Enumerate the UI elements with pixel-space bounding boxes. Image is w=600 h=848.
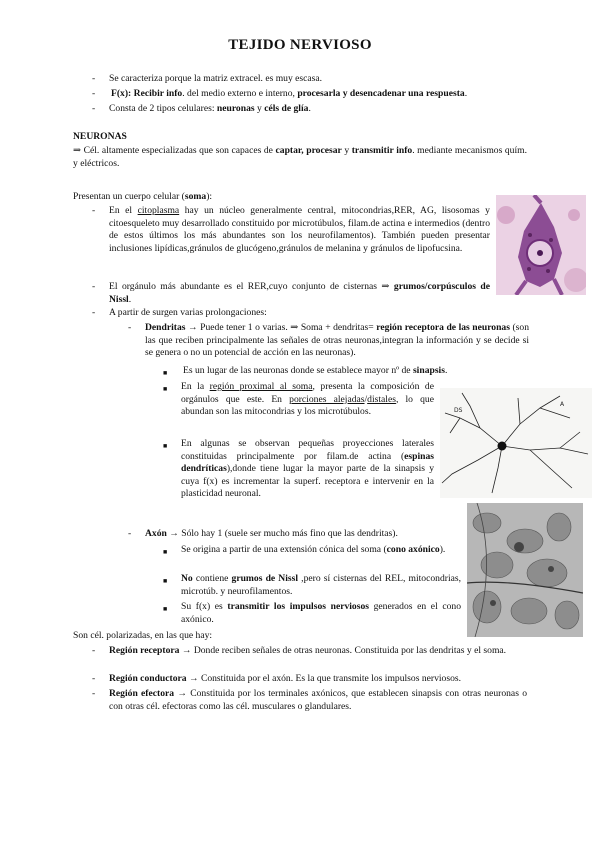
bullet-dash: - (92, 205, 96, 216)
neuron-soma-micrograph (496, 195, 586, 295)
neuronas-definition: ⇒ Cél. altamente especializadas que son capaces de captar, procesar y transmitir info. mediante mecanismos quím. y eléctricos. (73, 145, 527, 169)
square-bullet: ■ (163, 442, 168, 450)
intro-bullet-1: Se caracteriza porque la matriz extracel. es muy escasa. (109, 73, 323, 84)
bullet-dash: - (92, 307, 96, 318)
axon-sub-3: Su f(x) es transmitir los impulsos nerviosos generados en el cono axónico. (181, 601, 461, 625)
soma-intro: Presentan un cuerpo celular (soma): (73, 191, 213, 202)
soma-bullet-rer: El orgánulo más abundante es el RER,cuyo conjunto de cisternas ⇒ grumos/corpúsculos de Nissl. (109, 281, 490, 305)
page-title: TEJIDO NERVIOSO (228, 37, 372, 53)
dendritas-item: Dendritas → Puede tener 1 o varias. ⇒ Soma + dendritas= región receptora de las neuronas (son las que reciben principalmente las señales de otras neuronas,integran la información y se decide si se genera o no un potencial de acción en las neuronas). (145, 322, 530, 359)
bullet-dash: - (92, 688, 96, 699)
figure-label-ds: DS (454, 407, 463, 414)
region-receptora: Región receptora → Donde reciben señales de otras neuronas. Constituida por las dendritas y el soma. (109, 645, 507, 656)
dendrites-image (440, 388, 592, 498)
square-bullet: ■ (163, 369, 168, 377)
square-bullet: ■ (163, 548, 168, 556)
axon-item: Axón → Sólo hay 1 (suele ser mucho más fino que las dendritas). (145, 528, 398, 539)
intro-bullet-3: Consta de 2 tipos celulares: neuronas y céls de glía. (109, 103, 311, 114)
figure-label-a: A (560, 401, 565, 408)
neuron-soma-image (496, 195, 586, 295)
section-heading: NEURONAS (73, 131, 127, 142)
intro-bullet-2: F(x): Recibir info. del medio externo e interno, procesarla y desencadenar una respuesta. (111, 88, 468, 99)
dendrites-drawing (440, 388, 592, 498)
axon-sub-2: No contiene grumos de Nissl ,pero sí cisternas del REL, mitocondrias, microtúb. y neurofilamentos. (181, 573, 462, 597)
dendritas-sub-2: En la región proximal al soma, presenta la composición de orgánulos que este. En porciones alejadas/distales, lo que abundan son las mitocondrias y los microtúbulos. (181, 381, 434, 418)
soma-bullet-cytoplasm: En el citoplasma hay un núcleo generalmente central, mitocondrias,RER, AG, lisosomas y citoesqueleto muy desarrollado constituido por microtúbulos, filam.de actina e intermedios (dentro de estos últimos los más abundantes son los neurofilamentos). También pueden presentar inclusiones lipídicas,gránulos de glucógeno,gránulos de melanina y gránulos de lipofucsina. (109, 205, 490, 254)
square-bullet: ■ (163, 605, 168, 613)
polarized-intro: Son cél. polarizadas, en las que hay: (73, 630, 213, 641)
bullet-dash: - (92, 103, 96, 114)
bullet-dash: - (92, 673, 96, 684)
square-bullet: ■ (163, 577, 168, 585)
region-conductora: Región conductora → Constituida por el axón. Es la que transmite los impulsos nerviosos. (109, 673, 462, 684)
soma-bullet-prolongations: A partir de surgen varias prolongaciones: (109, 307, 267, 318)
axon-sub-1: Se origina a partir de una extensión cónica del soma (cono axónico). (181, 544, 446, 555)
square-bullet: ■ (163, 385, 168, 393)
electron-micrograph-image (467, 503, 583, 637)
axon-electron-micrograph (467, 503, 583, 637)
bullet-dash: - (92, 73, 96, 84)
dendritas-sub-1: Es un lugar de las neuronas donde se establece mayor nº de sinapsis. (183, 365, 448, 376)
bullet-dash: - (92, 88, 96, 99)
bullet-dash: - (92, 645, 96, 656)
bullet-dash: - (92, 281, 96, 292)
bullet-dash: - (128, 322, 132, 333)
bullet-dash: - (128, 528, 132, 539)
dendritas-sub-3: En algunas se observan pequeñas proyecciones laterales constituidas principalmente por filam.de actina (espinas dendríticas),donde tiene lugar la mayor parte de la sinapsis y cuya f(x) es incrementar la superf. receptora e intervenir en la plasticidad neuronal. (181, 438, 434, 500)
region-efectora: Región efectora → Constituida por los terminales axónicos, que establecen sinapsis con otras neuronas o con otras cél. efectoras como las cél. musculares o glandulares. (109, 688, 527, 712)
